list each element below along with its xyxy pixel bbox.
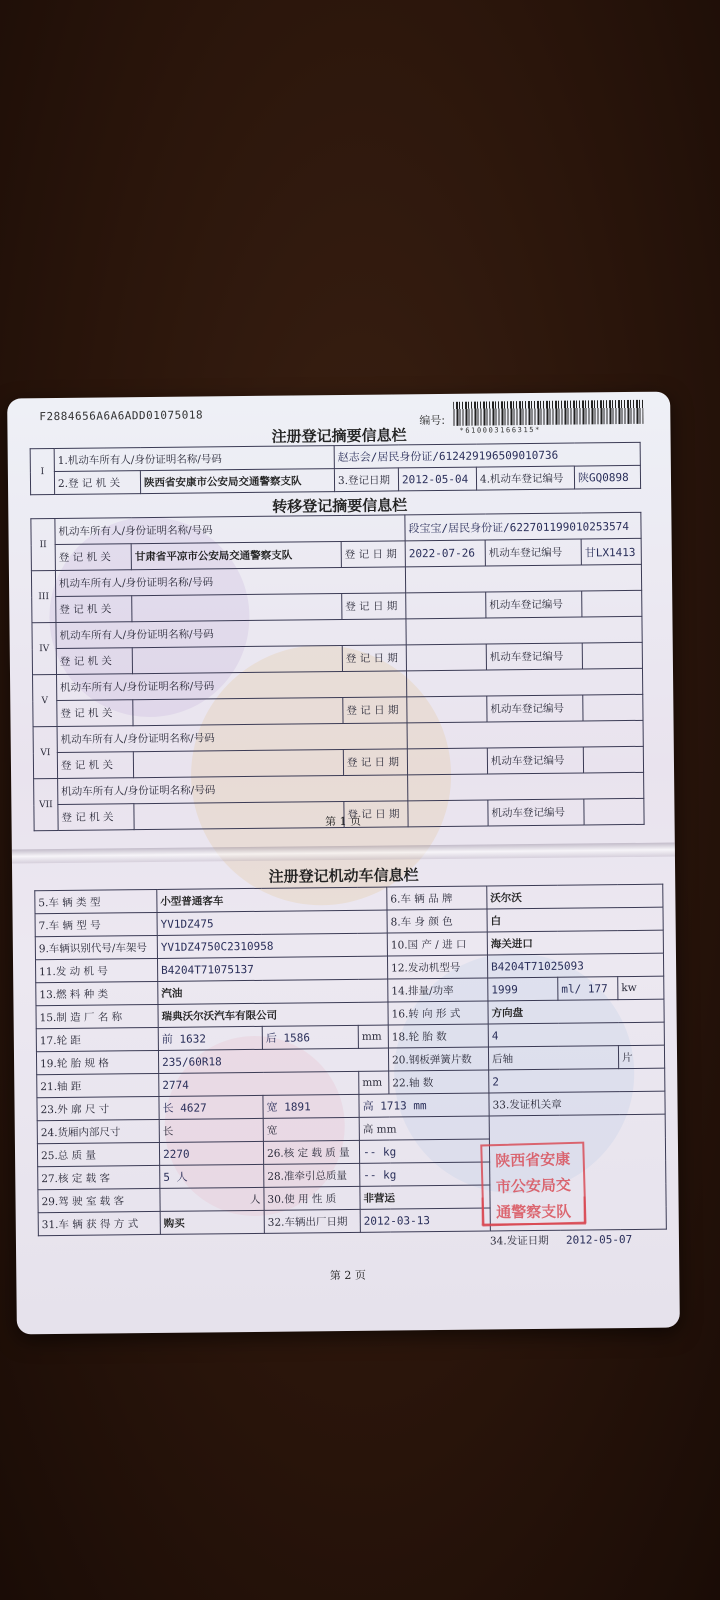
date-label: 登 记 日 期 — [343, 749, 407, 776]
tire-count-value: 4 — [488, 1022, 664, 1047]
vehicle-model-value: YV1DZ475 — [157, 910, 387, 935]
mm-unit: mm — [413, 1099, 427, 1113]
width-cell — [263, 1094, 359, 1118]
office-label: 登 记 机 关 — [56, 648, 132, 675]
owner-value — [407, 720, 643, 748]
field-label: 16.转 向 形 式 — [388, 1001, 488, 1025]
regno-value — [582, 642, 642, 669]
front-label: 前 — [161, 1032, 173, 1046]
field-label: 14.排量/功率 — [388, 978, 488, 1002]
row-number: V — [33, 674, 58, 726]
height-label: 高 — [362, 1099, 374, 1113]
field-label: 19.轮 胎 规 格 — [36, 1050, 158, 1074]
field-label: 31.车 辆 获 得 方 式 — [38, 1211, 160, 1235]
passengers-value: 5 — [163, 1170, 170, 1184]
vehicle-brand-value: 沃尔沃 — [487, 884, 663, 909]
date-value — [407, 696, 487, 723]
document-serial: F2884656A6A6ADD01075018 — [39, 408, 204, 424]
office-label: 2.登 记 机 关 — [54, 471, 140, 495]
field-label: 17.轮 距 — [36, 1027, 158, 1051]
registration-summary-title: 注册登记摘要信息栏 — [271, 426, 407, 446]
regno-value — [583, 746, 643, 773]
height-cell — [359, 1093, 489, 1117]
regno-label: 4.机动车登记编号 — [476, 466, 574, 490]
issuing-seal-label: 33.发证机关章 — [489, 1091, 665, 1116]
mm-unit: mm — [358, 1025, 388, 1048]
owner-label: 机动车所有人/身份证明名称/号码 — [55, 515, 405, 545]
owner-label: 机动车所有人/身份证明名称/号码 — [58, 775, 408, 805]
length-cell — [159, 1095, 263, 1119]
field-label: 5.车 辆 类 型 — [35, 889, 157, 913]
owner-value — [405, 564, 641, 592]
mm-unit: mm — [376, 1122, 397, 1136]
field-label: 29.驾 驶 室 载 客 — [38, 1188, 160, 1212]
issue-date-value: 2012-05-07 — [565, 1232, 633, 1247]
person-unit: 人 — [176, 1170, 188, 1184]
field-label: 30.使 用 性 质 — [264, 1186, 360, 1210]
office-label: 登 记 机 关 — [56, 596, 132, 623]
date-label: 登 记 日 期 — [342, 593, 406, 620]
engine-number-value: B4204T71075137 — [157, 956, 387, 981]
field-label: 12.发动机型号 — [387, 955, 487, 979]
date-value — [407, 748, 487, 775]
track-front — [158, 1026, 262, 1050]
seal-line: 市公安局交 — [495, 1175, 572, 1197]
steering-value: 方向盘 — [488, 999, 664, 1024]
regno-label: 机动车登记编号 — [487, 695, 583, 722]
date-value: 2012-05-04 — [398, 467, 476, 491]
owner-value: 赵志会/居民身份证/612429196509010736 — [334, 442, 640, 468]
kw-unit: kw — [618, 976, 664, 999]
length-label: 长 — [162, 1101, 174, 1115]
ml-unit: ml/ — [561, 982, 582, 996]
height-value: 1713 — [380, 1099, 407, 1113]
row-number: VI — [33, 726, 58, 778]
number-label: 编号: — [419, 413, 446, 428]
office-label: 登 记 机 关 — [58, 804, 134, 831]
usage-nature-value: 非营运 — [360, 1185, 490, 1209]
office-value — [133, 697, 343, 725]
vehicle-registration-certificate — [7, 392, 680, 1335]
field-label: 26.核 定 载 质 量 — [263, 1140, 359, 1164]
traction-mass-value: -- — [363, 1168, 377, 1182]
field-label: 18.轮 胎 数 — [388, 1024, 488, 1048]
field-label: 32.车辆出厂日期 — [264, 1209, 360, 1233]
regno-label: 机动车登记编号 — [486, 591, 582, 618]
width-label: 宽 — [266, 1100, 278, 1114]
date-value: 2022-07-26 — [405, 540, 485, 567]
owner-value — [407, 668, 643, 696]
office-value: 陕西省安康市公安局交通警察支队 — [140, 469, 334, 494]
pieces-unit: 片 — [618, 1045, 664, 1068]
date-value — [406, 644, 486, 671]
cargo-height-label: 高 — [362, 1123, 374, 1136]
barcode-number: *610003166315* — [459, 425, 541, 435]
body-color-value: 白 — [487, 907, 663, 932]
office-value — [132, 594, 342, 622]
date-label: 登 记 日 期 — [342, 645, 406, 672]
field-label: 13.燃 料 种 类 — [36, 981, 158, 1005]
field-label: 28.准牵引总质量 — [264, 1163, 360, 1187]
power-value — [558, 977, 618, 1001]
passengers-cell — [160, 1164, 264, 1188]
field-label: 20.钢板弹簧片数 — [388, 1047, 488, 1071]
date-label: 3.登记日期 — [334, 468, 398, 492]
date-label: 登 记 日 期 — [343, 697, 407, 724]
regno-value: 陕GQ0898 — [574, 465, 640, 489]
vehicle-type-value: 小型普通客车 — [157, 887, 387, 912]
regno-label: 机动车登记编号 — [486, 643, 582, 670]
field-label: 9.车辆识别代号/车架号 — [35, 935, 157, 959]
length-value: 4627 — [180, 1101, 207, 1115]
fuel-type-value: 汽油 — [158, 979, 388, 1004]
row-number: II — [31, 519, 56, 571]
owner-label: 机动车所有人/身份证明名称/号码 — [57, 723, 407, 753]
track-rear — [262, 1025, 358, 1049]
office-label: 登 记 机 关 — [55, 544, 131, 571]
owner-value: 段宝宝/居民身份证/622701199010253574 — [405, 512, 641, 540]
engine-model-value: B4204T71025093 — [487, 953, 663, 978]
field-label: 6.车 辆 品 牌 — [387, 886, 487, 910]
regno-value — [583, 694, 643, 721]
issuing-authority-seal-bottom — [482, 1196, 586, 1225]
owner-label: 机动车所有人/身份证明名称/号码 — [55, 567, 405, 597]
row-number: IV — [32, 622, 57, 674]
field-label: 23.外 廓 尺 寸 — [37, 1096, 159, 1120]
rear-label: 后 — [265, 1031, 277, 1045]
cargo-height-cell — [359, 1116, 489, 1140]
front-value: 1632 — [179, 1032, 207, 1046]
date-label: 登 记 日 期 — [341, 541, 405, 568]
issue-date-row — [490, 1232, 632, 1248]
page-number-1: 第 1 页 — [324, 814, 362, 829]
registration-summary-table — [30, 442, 641, 495]
cab-passengers-unit: 人 — [160, 1187, 264, 1211]
owner-label: 机动车所有人/身份证明名称/号码 — [57, 671, 407, 701]
regno-value — [582, 590, 642, 617]
seal-line: 通警察支队 — [496, 1202, 572, 1222]
axle-count-value: 2 — [489, 1068, 665, 1093]
field-label: 10.国 产 / 进 口 — [387, 932, 487, 956]
transfer-summary-title: 转移登记摘要信息栏 — [272, 496, 408, 516]
regno-label: 机动车登记编号 — [487, 747, 583, 774]
row-number: III — [31, 571, 56, 623]
office-value — [133, 749, 343, 777]
field-label: 25.总 质 量 — [37, 1142, 159, 1166]
transfer-summary-table — [30, 512, 644, 831]
vin-value: YV1DZ4750C2310958 — [157, 933, 387, 958]
office-label: 登 记 机 关 — [57, 700, 133, 727]
office-value: 甘肃省平凉市公安局交通警察支队 — [131, 542, 341, 570]
width-value: 1891 — [284, 1100, 311, 1114]
factory-date-value: 2012-03-13 — [360, 1208, 490, 1232]
mm-unit: mm — [359, 1071, 389, 1094]
office-value — [132, 646, 342, 674]
field-label: 7.车 辆 型 号 — [35, 912, 157, 936]
field-label: 22.轴 数 — [389, 1070, 489, 1094]
regno-label: 机动车登记编号 — [485, 539, 581, 566]
date-value — [406, 592, 486, 619]
owner-label: 1.机动车所有人/身份证明名称/号码 — [54, 446, 334, 472]
manufacturer-value: 瑞典沃尔沃汽车有限公司 — [158, 1002, 388, 1027]
field-label: 8.车 身 颜 色 — [387, 909, 487, 933]
traction-mass-cell — [360, 1162, 490, 1186]
acquisition-method-value: 购买 — [160, 1210, 264, 1234]
vehicle-info-title: 注册登记机动车信息栏 — [268, 866, 419, 886]
field-label: 24.货厢内部尺寸 — [37, 1119, 159, 1143]
kg-unit: kg — [383, 1167, 397, 1182]
field-label: 15.制 造 厂 名 称 — [36, 1004, 158, 1028]
row-number: I — [30, 449, 54, 495]
field-label: 27.核 定 载 客 — [38, 1165, 160, 1189]
wheelbase-value: 2774 — [159, 1071, 359, 1096]
displacement-value: 1999 — [488, 977, 558, 1001]
power-number: 177 — [587, 981, 608, 995]
regno-value: 甘LX1413 — [581, 538, 641, 565]
origin-value: 海关进口 — [487, 930, 663, 955]
rear-value: 1586 — [283, 1031, 311, 1045]
row-number: VII — [34, 778, 59, 830]
field-label: 11.发 动 机 号 — [35, 958, 157, 982]
date-label: 登 记 日 期 — [344, 801, 408, 828]
rear-axle-label: 后轴 — [488, 1046, 618, 1070]
rated-load-cell — [359, 1139, 489, 1163]
total-mass-value: 2270 — [159, 1141, 263, 1165]
seal-line: 陕西省安康 — [494, 1149, 571, 1171]
cargo-width-label: 宽 — [263, 1117, 359, 1141]
page-number-2: 第 2 页 — [329, 1268, 366, 1283]
tire-spec-value: 235/60R18 — [158, 1048, 388, 1073]
kg-unit: kg — [382, 1144, 397, 1159]
owner-value — [406, 616, 642, 644]
rated-load-value: -- — [362, 1145, 377, 1159]
regno-label: 机动车登记编号 — [488, 799, 584, 826]
owner-value — [408, 772, 644, 800]
owner-label: 机动车所有人/身份证明名称/号码 — [56, 619, 406, 649]
office-label: 登 记 机 关 — [57, 752, 133, 779]
issue-date-label: 34.发证日期 — [489, 1234, 549, 1248]
cargo-length-label: 长 — [159, 1118, 263, 1142]
field-label: 21.轴 距 — [37, 1073, 159, 1097]
